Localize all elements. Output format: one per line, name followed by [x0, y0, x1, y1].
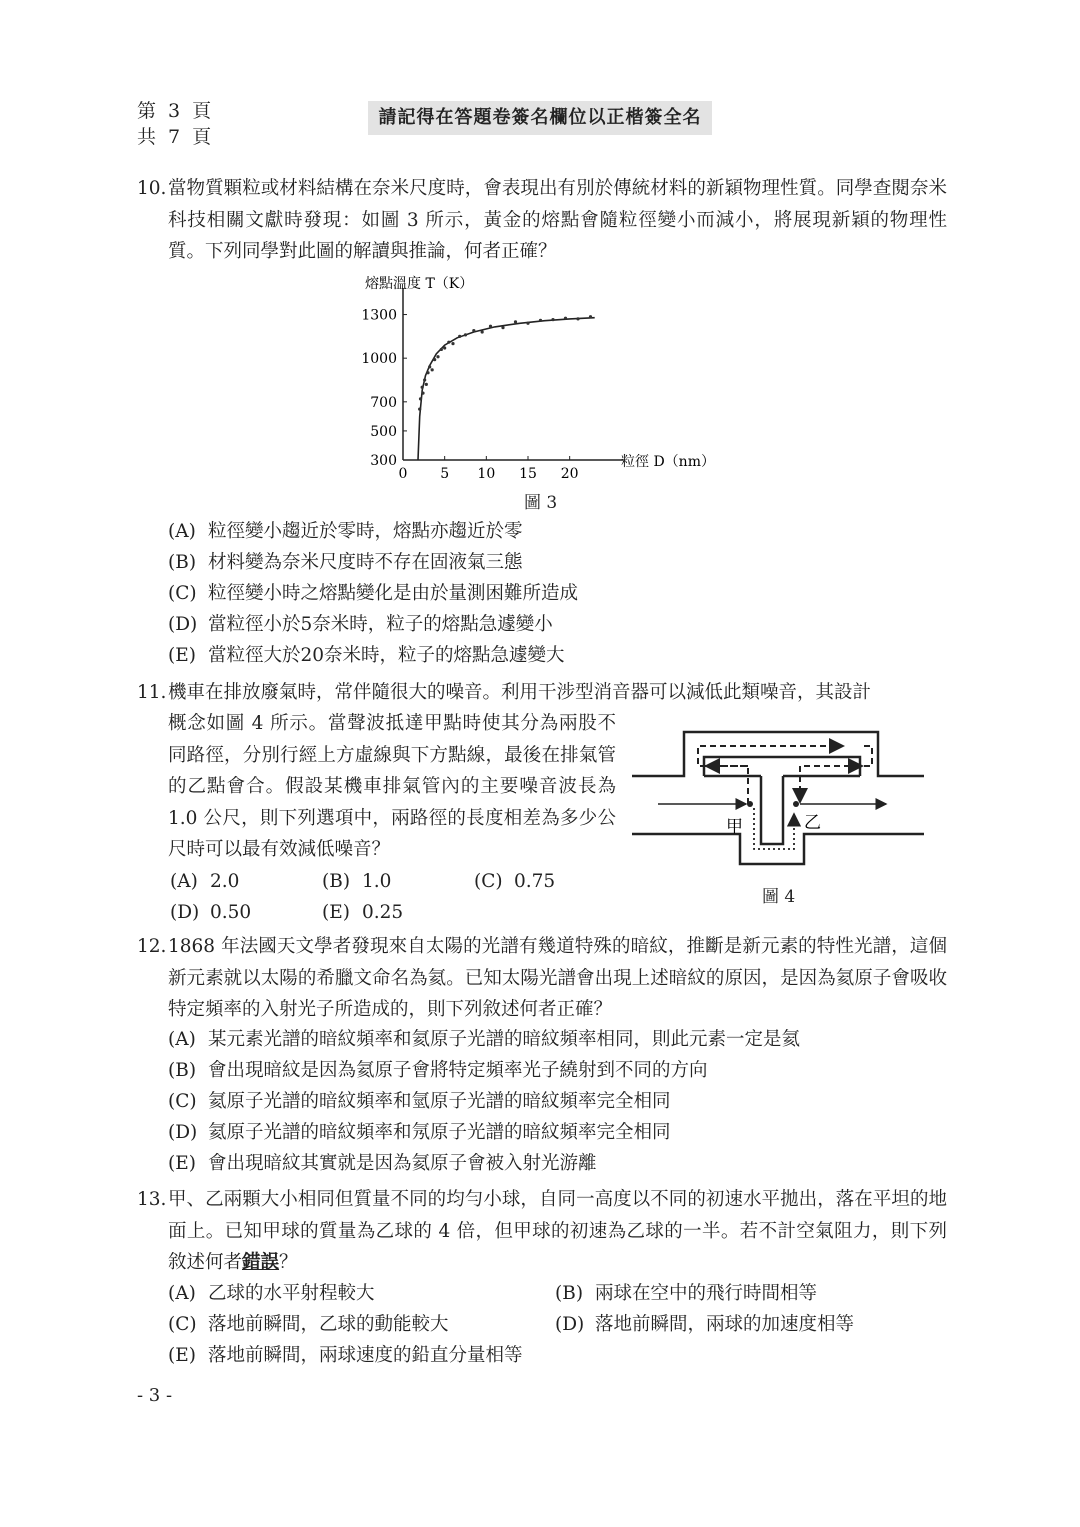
- question-text-line1: 機車在排放廢氣時，常伴隨很大的噪音。利用干涉型消音器可以減低此類噪音，其設計: [168, 682, 872, 703]
- option-label: (E): [322, 902, 350, 923]
- baffle-stem: [761, 776, 783, 844]
- data-point: [464, 333, 467, 336]
- point-b-label: 乙: [804, 813, 821, 833]
- data-point: [589, 315, 592, 318]
- emphasis-wrong: 錯誤: [242, 1252, 280, 1273]
- data-point: [514, 320, 517, 323]
- option-text: 0.75: [514, 871, 556, 892]
- option-text: 當粒徑小於5奈米時，粒子的熔點急遽變小: [208, 614, 553, 635]
- option-label: (A): [168, 1029, 196, 1050]
- data-point: [418, 407, 421, 410]
- option-10b[interactable]: [168, 547, 523, 578]
- question-number: 12.: [137, 936, 167, 957]
- option-text: 氦原子光譜的暗紋頻率和氖原子光譜的暗紋頻率完全相同: [208, 1122, 671, 1143]
- page-number-line: 第 3 頁: [137, 100, 215, 122]
- y-tick-label: 700: [370, 394, 397, 411]
- option-label: (A): [168, 1283, 196, 1304]
- question-10: [137, 173, 947, 268]
- data-point: [428, 365, 431, 368]
- y-axis-label: 熔點溫度 T（K）: [365, 276, 474, 292]
- data-point: [421, 391, 424, 394]
- option-label: (D): [555, 1314, 585, 1335]
- option-text: 0.25: [362, 902, 404, 923]
- option-text: 落地前瞬間，兩球的加速度相等: [595, 1314, 855, 1335]
- page-footer-number: - 3 -: [137, 1385, 173, 1406]
- option-11c[interactable]: [474, 866, 555, 897]
- option-12d[interactable]: [168, 1117, 671, 1148]
- option-text: 某元素光譜的暗紋頻率和氦原子光譜的暗紋頻率相同，則此元素一定是氦: [208, 1029, 801, 1050]
- option-10d[interactable]: [168, 609, 553, 640]
- question-text: 當物質顆粒或材料結構在奈米尺度時，會表現出有別於傳統材料的新穎物理性質。同學查閱奈米科技相關文獻時發現：如圖 3 所示，黃金的熔點會隨粒徑變小而減小，將展現新穎的物理性質。下列同學對此圖的解讀與推論，何者正確？: [168, 178, 947, 262]
- option-10c[interactable]: [168, 578, 578, 609]
- question-text-end: ？: [279, 1252, 298, 1273]
- option-12e[interactable]: [168, 1148, 597, 1179]
- option-13c[interactable]: [168, 1309, 449, 1340]
- page-counter: [137, 98, 214, 150]
- point-a-dot: [747, 801, 753, 807]
- data-point: [436, 355, 439, 358]
- option-text: 0.50: [210, 902, 252, 923]
- option-10e[interactable]: [168, 640, 565, 671]
- option-text: 落地前瞬間，兩球速度的鉛直分量相等: [208, 1345, 523, 1366]
- option-12c[interactable]: [168, 1086, 671, 1117]
- data-point: [419, 397, 422, 400]
- data-point: [481, 330, 484, 333]
- option-11d[interactable]: [170, 897, 251, 928]
- option-text: 1.0: [362, 871, 392, 892]
- option-text: 材料變為奈米尺度時不存在固液氣三態: [208, 552, 523, 573]
- option-11e[interactable]: [322, 897, 403, 928]
- question-text-main: 甲、乙兩顆大小相同但質量不同的均勻小球，自同一高度以不同的初速水平拋出，落在平坦的地面上。已知甲球的質量為乙球的 4 倍，但甲球的初速為乙球的一半。若不計空氣阻力，則下列敘述何者: [168, 1189, 947, 1273]
- pipe-upper-outline: [632, 732, 924, 776]
- option-10a[interactable]: [168, 516, 523, 547]
- option-label: (A): [168, 521, 196, 542]
- data-point: [472, 329, 475, 332]
- option-text: 當粒徑大於20奈米時，粒子的熔點急遽變大: [208, 645, 565, 666]
- data-point: [425, 383, 428, 386]
- question-number: 11.: [137, 682, 167, 703]
- x-tick-label: 0: [398, 466, 408, 482]
- question-12: [137, 931, 947, 1026]
- figure-3-caption: 圖 3: [524, 493, 558, 513]
- signature-reminder-banner: 請記得在答題卷簽名欄位以正楷簽全名: [368, 101, 712, 135]
- option-text: 粒徑變小時之熔點變化是由於量測困難所造成: [208, 583, 579, 604]
- question-number: 10.: [137, 178, 167, 199]
- data-point: [564, 317, 567, 320]
- option-label: (C): [168, 1091, 197, 1112]
- question-text: 1868 年法國天文學者發現來自太陽的光譜有幾道特殊的暗紋，推斷是新元素的特性光譜，這個新元素就以太陽的希臘文命名為氦。已知太陽光譜會出現上述暗紋的原因，是因為氦原子會吸收特定頻率的入射光子所造成的，則下列敘述何者正確？: [168, 936, 947, 1020]
- data-point: [501, 326, 504, 329]
- total-pages-line: 共 7 頁: [137, 126, 215, 148]
- option-text: 氦原子光譜的暗紋頻率和氫原子光譜的暗紋頻率完全相同: [208, 1091, 671, 1112]
- y-tick-label: 1300: [361, 307, 397, 324]
- option-label: (C): [168, 1314, 197, 1335]
- option-text: 落地前瞬間，乙球的動能較大: [208, 1314, 449, 1335]
- option-text: 2.0: [210, 871, 240, 892]
- x-tick-label: 15: [519, 466, 537, 482]
- question-11: [137, 677, 947, 709]
- data-point: [440, 348, 443, 351]
- option-13b[interactable]: [555, 1278, 817, 1309]
- data-point: [551, 318, 554, 321]
- option-text: 乙球的水平射程較大: [208, 1283, 375, 1304]
- question-13: [137, 1184, 947, 1279]
- option-label: (E): [168, 1345, 196, 1366]
- option-label: (B): [322, 871, 351, 892]
- option-label: (C): [168, 583, 197, 604]
- question-11-text-body: 概念如圖 4 所示。當聲波抵達甲點時使其分為兩股不同路徑，分別行經上方虛線與下方點線，最後在排氣管的乙點會合。假設某機車排氣管內的主要噪音波長為 1.0 公尺，則下列選項中，兩路徑的長度相差為多少公尺時可以最有效減低噪音？: [168, 713, 616, 860]
- x-tick-label: 5: [440, 466, 450, 482]
- question-number: 13.: [137, 1189, 167, 1210]
- data-point: [489, 325, 492, 328]
- x-axis-label: 粒徑 D（nm）: [621, 454, 715, 470]
- melting-point-chart: [340, 268, 740, 488]
- option-label: (C): [474, 871, 503, 892]
- x-tick-label: 20: [560, 466, 579, 482]
- data-point: [431, 368, 434, 371]
- y-tick-label: 300: [370, 453, 397, 469]
- x-tick-label: 10: [477, 466, 496, 482]
- data-point: [539, 319, 542, 322]
- option-label: (E): [168, 1153, 196, 1174]
- point-b-dot: [793, 801, 799, 807]
- option-11b[interactable]: [322, 866, 391, 897]
- option-12b[interactable]: [168, 1055, 708, 1086]
- data-point: [526, 322, 529, 325]
- option-label: (D): [170, 902, 200, 923]
- option-text: 會出現暗紋是因為氦原子會將特定頻率光子繞射到不同的方向: [208, 1060, 708, 1081]
- option-13e[interactable]: [168, 1340, 523, 1371]
- data-point: [576, 317, 579, 320]
- figure-4-caption: 圖 4: [762, 887, 796, 907]
- data-point: [458, 335, 461, 338]
- point-a-label: 甲: [726, 817, 743, 837]
- option-12a[interactable]: [168, 1024, 800, 1055]
- data-point: [451, 342, 454, 345]
- option-13d[interactable]: [555, 1309, 854, 1340]
- data-point: [423, 378, 426, 381]
- question-text: [168, 1184, 947, 1279]
- option-text: 兩球在空中的飛行時間相等: [595, 1283, 818, 1304]
- fit-curve: [418, 318, 595, 460]
- data-point: [426, 371, 429, 374]
- option-13a[interactable]: [168, 1278, 375, 1309]
- option-label: (D): [168, 1122, 198, 1143]
- data-point: [443, 346, 446, 349]
- data-point: [433, 358, 436, 361]
- option-label: (B): [168, 552, 197, 573]
- data-point: [447, 341, 450, 344]
- option-label: (A): [170, 871, 198, 892]
- option-11a[interactable]: [170, 866, 239, 897]
- data-point: [421, 386, 424, 389]
- option-label: (E): [168, 645, 196, 666]
- option-label: (B): [168, 1060, 197, 1081]
- option-label: (B): [555, 1283, 584, 1304]
- y-tick-label: 500: [370, 423, 397, 440]
- option-text: 粒徑變小趨近於零時，熔點亦趨近於零: [208, 521, 523, 542]
- option-label: (D): [168, 614, 198, 635]
- y-tick-label: 1000: [361, 351, 397, 368]
- option-text: 會出現暗紋其實就是因為氦原子會被入射光游離: [208, 1153, 597, 1174]
- muffler-diagram: [628, 724, 928, 874]
